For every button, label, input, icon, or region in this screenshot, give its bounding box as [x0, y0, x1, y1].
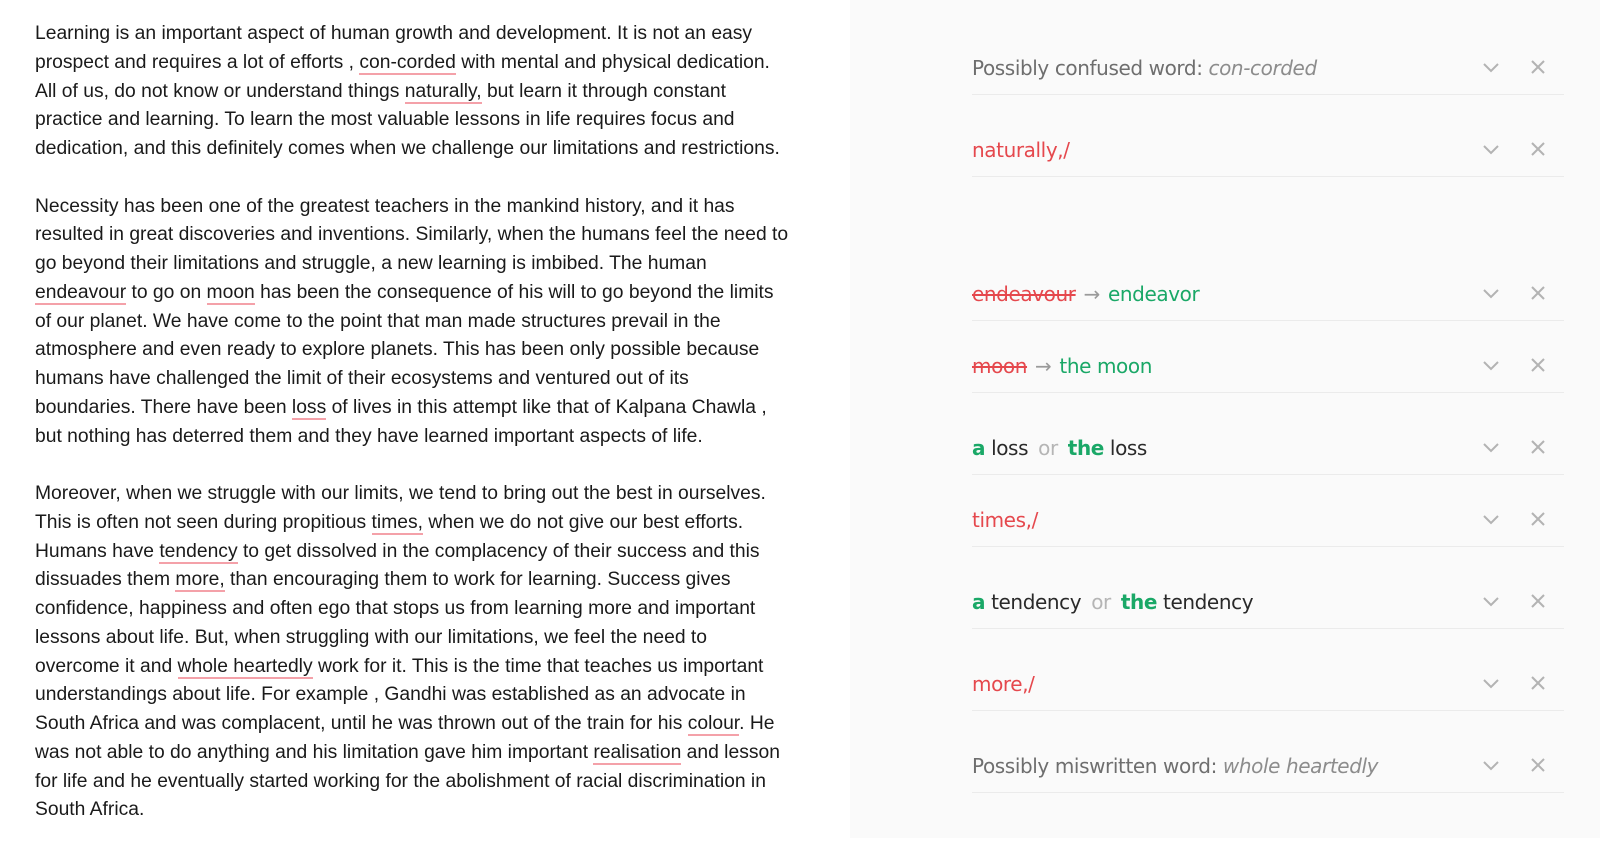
suggestion-text	[972, 436, 1147, 460]
flagged-word[interactable]: more,	[175, 569, 225, 591]
suggestion-text	[972, 138, 1070, 162]
option-article-a[interactable]: a	[972, 590, 986, 614]
text-line	[35, 480, 835, 509]
suggestion-card-times[interactable]	[972, 496, 1564, 547]
text-line	[35, 796, 835, 825]
text-line	[35, 365, 835, 394]
text-line	[35, 739, 835, 768]
arrow-icon: →	[1083, 282, 1100, 306]
or-separator: or	[1091, 590, 1111, 614]
close-icon[interactable]	[1527, 282, 1549, 304]
text-line	[35, 509, 835, 538]
text-segment: humans have challenged the limit of their ecosystems and ventured out of its	[35, 368, 689, 389]
chevron-down-icon[interactable]	[1480, 590, 1502, 612]
comma-insert-mark: ,/	[1025, 508, 1038, 532]
text-line	[35, 193, 835, 222]
chevron-down-icon[interactable]	[1480, 282, 1502, 304]
text-line	[35, 106, 835, 135]
original-word: endeavour	[972, 282, 1076, 306]
text-line	[35, 768, 835, 797]
suggestion-card-tendency[interactable]	[972, 578, 1564, 629]
suggestion-card-loss[interactable]	[972, 424, 1564, 475]
text-segment: has been the consequence of his will to go beyond the limits	[254, 281, 774, 303]
original-word: moon	[972, 354, 1028, 378]
suggestion-card-endeavour[interactable]	[972, 270, 1564, 321]
text-line	[35, 279, 835, 308]
replacement-word: the moon	[1059, 354, 1153, 378]
chevron-down-icon[interactable]	[1480, 354, 1502, 376]
option-noun: loss	[985, 436, 1029, 460]
text-segment: practice and learning. To learn the most valuable lessons in life requires focus and	[35, 109, 735, 131]
flagged-word[interactable]: times,	[371, 511, 423, 533]
suggestion-text	[972, 754, 1378, 778]
document-text[interactable]	[35, 20, 835, 854]
text-segment: work for it. This is the time that teaches us important	[312, 655, 764, 677]
text-line	[35, 49, 835, 78]
text-line	[35, 624, 835, 653]
option-noun: tendency	[985, 590, 1082, 614]
chevron-down-icon[interactable]	[1480, 754, 1502, 776]
text-segment: confidence, happiness and often ego that stops us from learning more and important	[35, 598, 756, 619]
text-segment: and lesson	[681, 741, 780, 763]
text-line	[35, 135, 835, 164]
text-segment: was not able to do anything and his limitation gave him important	[35, 741, 594, 763]
text-segment: of our planet. We have come to the point that man made structures prevail in the	[35, 310, 721, 332]
flagged-word[interactable]: colour	[687, 713, 740, 734]
chevron-down-icon[interactable]	[1480, 56, 1502, 78]
text-segment: South Africa and was complacent, until he was thrown out of the train for his	[35, 713, 688, 734]
suggestion-word: times	[972, 508, 1026, 532]
suggestion-word: con-corded	[1208, 56, 1317, 80]
suggestion-text	[972, 508, 1038, 532]
option-article-the[interactable]: the	[1067, 436, 1104, 460]
close-icon[interactable]	[1527, 138, 1549, 160]
suggestion-card-more[interactable]	[972, 660, 1564, 711]
text-line	[35, 336, 835, 365]
replacement-word: endeavor	[1107, 282, 1200, 306]
chevron-down-icon[interactable]	[1480, 436, 1502, 458]
text-segment: but learn it through constant	[481, 80, 726, 102]
close-icon[interactable]	[1527, 436, 1549, 458]
chevron-down-icon[interactable]	[1480, 508, 1502, 530]
text-segment: . He	[739, 713, 775, 734]
suggestion-card-naturally[interactable]	[972, 126, 1564, 177]
text-line	[35, 423, 835, 452]
close-icon[interactable]	[1527, 354, 1549, 376]
text-segment: Moreover, when we struggle with our limits, we tend to bring out the best in ourselves.	[35, 483, 766, 504]
flagged-word[interactable]: moon	[206, 281, 255, 303]
option-noun: loss	[1103, 436, 1147, 460]
chevron-down-icon[interactable]	[1480, 672, 1502, 694]
suggestion-text	[972, 354, 1152, 378]
flagged-word[interactable]: endeavour	[35, 281, 127, 303]
flagged-word[interactable]: naturally,	[404, 80, 482, 102]
option-article-the[interactable]: the	[1120, 590, 1158, 614]
text-line	[35, 221, 835, 250]
suggestion-text	[972, 56, 1317, 80]
close-icon[interactable]	[1527, 56, 1549, 78]
suggestion-text	[972, 282, 1199, 306]
text-segment: but nothing has deterred them and they have learned important aspects of life.	[35, 425, 703, 447]
text-line	[35, 394, 835, 423]
option-article-a[interactable]: a	[972, 436, 986, 460]
text-segment: understandings about life. For example , Gandhi was established as an advocate in	[35, 684, 746, 706]
text-segment: Humans have	[35, 540, 160, 562]
text-line	[35, 595, 835, 624]
suggestion-text	[972, 672, 1035, 696]
text-line	[35, 566, 835, 595]
suggestion-word: more	[972, 672, 1023, 696]
text-segment: This is often not seen during propitious	[35, 511, 372, 533]
paragraph	[35, 20, 835, 164]
text-line	[35, 20, 835, 49]
text-segment: dedication, and this definitely comes when we challenge our limitations and restrictions.	[35, 138, 780, 159]
flagged-word[interactable]: tendency	[159, 540, 238, 562]
text-segment: with mental and physical dedication.	[455, 51, 770, 73]
text-segment: of lives in this attempt like that of Kalpana Chawla ,	[326, 396, 767, 418]
text-line	[35, 538, 835, 567]
text-segment: Learning is an important aspect of human growth and development. It is not an easy	[35, 23, 753, 44]
text-segment: All of us, do not know or understand things	[35, 80, 405, 102]
flagged-word[interactable]: con-corded	[359, 51, 456, 73]
suggestion-label: Possibly miswritten word:	[972, 754, 1223, 778]
text-line	[35, 308, 835, 337]
text-segment: boundaries. There have been	[35, 396, 292, 418]
text-line	[35, 710, 835, 739]
suggestion-text	[972, 590, 1253, 614]
text-segment: atmosphere and even ready to explore planets. This has been only possible because	[35, 339, 760, 361]
paragraph	[35, 193, 835, 452]
close-icon[interactable]	[1527, 754, 1549, 776]
or-separator: or	[1038, 436, 1058, 460]
flagged-word[interactable]: realisation	[593, 741, 682, 763]
flagged-word[interactable]: whole heartedly	[177, 655, 313, 677]
text-segment: to go on	[126, 281, 207, 303]
text-segment: when we do not give our best efforts.	[422, 511, 744, 533]
suggestion-card-con-corded[interactable]	[972, 44, 1564, 95]
suggestion-card-moon[interactable]	[972, 342, 1564, 393]
text-segment: prospect and requires a lot of efforts ,	[35, 51, 360, 73]
text-segment: lessons about life. But, when struggling with our limitations, we feel the need to	[35, 626, 708, 648]
text-line	[35, 78, 835, 107]
suggestion-label: Possibly confused word:	[972, 56, 1209, 80]
text-segment: dissuades them	[35, 569, 176, 591]
comma-insert-mark: ,/	[1057, 138, 1070, 162]
comma-insert-mark: ,/	[1022, 672, 1035, 696]
text-segment: overcome it and	[35, 655, 178, 677]
suggestion-card-whole-heartedly[interactable]	[972, 742, 1564, 793]
text-segment: go beyond their limitations and struggle, a new learning is imbibed. The human	[35, 253, 707, 274]
text-line	[35, 653, 835, 682]
close-icon[interactable]	[1527, 508, 1549, 530]
arrow-icon: →	[1035, 354, 1052, 378]
text-line	[35, 250, 835, 279]
text-segment: for life and he eventually started working for the abolishment of racial discrimination in	[35, 770, 766, 792]
text-segment: South Africa.	[35, 799, 145, 821]
suggestion-word: whole heartedly	[1222, 754, 1379, 778]
text-segment: to get dissolved in the complacency of their success and this	[237, 540, 760, 562]
option-noun: tendency	[1157, 590, 1254, 614]
text-line	[35, 681, 835, 710]
close-icon[interactable]	[1527, 672, 1549, 694]
text-segment: resulted in great discoveries and inventions. Similarly, when the humans feel the need to	[35, 224, 789, 246]
suggestion-word: naturally	[972, 138, 1058, 162]
text-segment: than encouraging them to work for learning. Success gives	[224, 569, 731, 591]
chevron-down-icon[interactable]	[1480, 138, 1502, 160]
flagged-word[interactable]: loss	[291, 396, 327, 418]
text-segment: Necessity has been one of the greatest teachers in the mankind history, and it has	[35, 195, 735, 217]
paragraph	[35, 480, 835, 825]
close-icon[interactable]	[1527, 590, 1549, 612]
